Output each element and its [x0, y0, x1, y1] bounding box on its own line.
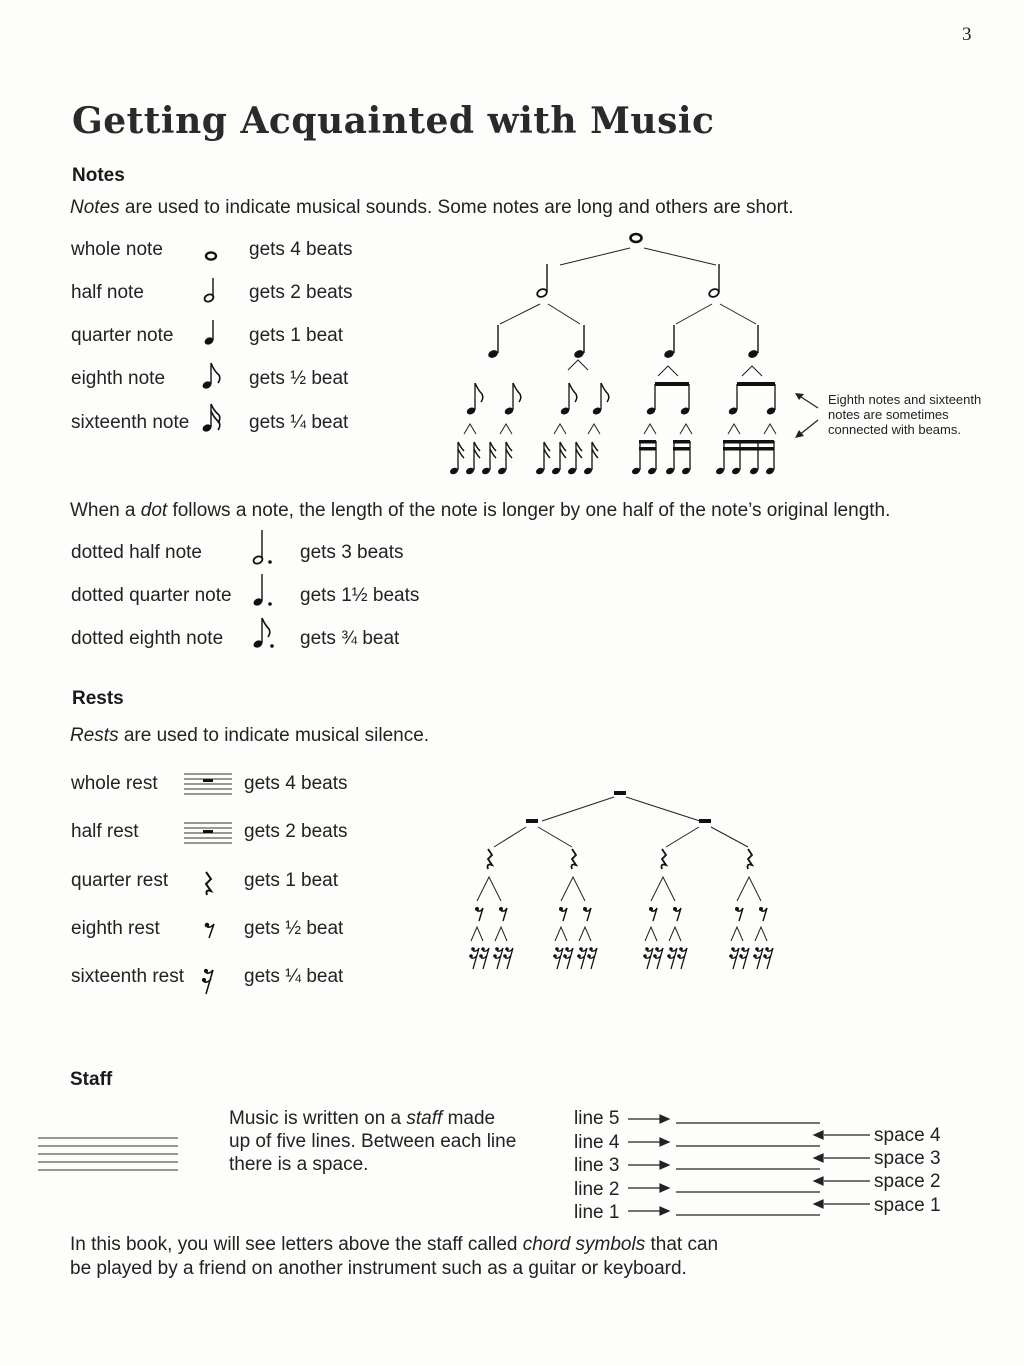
staff-space-2-label: space 2 — [874, 1171, 941, 1193]
note-beats-quarter: gets 1 beat — [249, 325, 344, 346]
staff-line-2-label: line 2 — [574, 1178, 620, 1200]
tree-beamed-sixteenth-notes-icon — [631, 440, 775, 475]
rest-label-whole: whole rest — [71, 773, 158, 794]
rest-label-sixteenth: sixteenth rest — [71, 966, 184, 987]
tree-quarter-note-icon — [487, 325, 499, 359]
chord-line2: be played by a friend on another instrument such as a guitar or keyboard. — [70, 1258, 687, 1279]
half-note-icon — [203, 278, 214, 303]
tree-eighth-rest-icon — [735, 907, 743, 921]
tree-eighth-rest-icon — [499, 907, 507, 921]
staff-space-4-label: space 4 — [874, 1125, 941, 1146]
staff-sample-icon — [38, 1134, 180, 1174]
staff-space-1-label: space 1 — [874, 1194, 941, 1216]
rest-beats-half: gets 2 beats — [244, 821, 348, 842]
tree-sixteenth-rest-icon — [503, 947, 513, 969]
tree-sixteenth-rest-icon — [469, 947, 479, 969]
eighth-note-icon — [201, 363, 219, 390]
tree-quarter-rest-icon — [572, 849, 577, 869]
staff-desc-em: staff — [406, 1108, 443, 1129]
notes-heading: Notes — [72, 165, 125, 186]
staff-line-4-label: line 4 — [574, 1131, 620, 1153]
rest-icons-column — [180, 768, 236, 1008]
staff-space-3-label: space 3 — [874, 1148, 941, 1170]
staff-desc-line2: up of five lines. Between each line — [229, 1131, 517, 1152]
staff-desc-b: made — [442, 1108, 496, 1129]
note-beats-whole: gets 4 beats — [249, 239, 353, 260]
chord-symbols-text — [70, 1233, 718, 1281]
rest-tree-diagram — [450, 785, 790, 985]
tree-whole-note-icon — [631, 234, 642, 242]
tree-eighth-rest-icon — [475, 907, 483, 921]
staff-desc-a: Music is written on a — [229, 1108, 407, 1129]
notes-intro-text: are used to indicate musical sounds. Some notes are long and others are short. — [119, 197, 794, 218]
tree-half-rest-icon — [526, 819, 538, 823]
notes-intro — [70, 197, 793, 219]
sixteenth-rest-icon — [202, 969, 213, 994]
note-label-whole: whole note — [71, 239, 163, 260]
space-arrows — [814, 1131, 870, 1208]
notes-intro-em: Notes — [70, 197, 120, 218]
chord-b: that can — [645, 1234, 719, 1255]
beam-note-text: Eighth notes and sixteenth notes are sometimes connected with beams. — [828, 392, 982, 437]
quarter-note-icon — [203, 320, 214, 346]
chord-a: In this book, you will see letters above the staff called — [70, 1234, 523, 1255]
dot-intro — [70, 500, 890, 522]
tree-sixteenth-notes-icon — [449, 442, 598, 475]
tree-half-note-icon — [708, 264, 720, 298]
staff-line-labels — [574, 1107, 619, 1225]
tree-eighth-rest-icon — [673, 907, 681, 921]
staff-space-labels — [874, 1124, 941, 1217]
rests-heading: Rests — [72, 688, 124, 709]
rest-label-eighth: eighth rest — [71, 918, 160, 939]
note-label-half: half note — [71, 282, 144, 303]
tree-eighth-rest-icon — [649, 907, 657, 921]
quarter-rest-icon — [206, 872, 211, 895]
tree-quarter-rest-icon — [748, 849, 753, 869]
arrow-up-left-icon — [795, 393, 818, 408]
note-beats-sixteenth: gets ¼ beat — [249, 412, 349, 433]
tree-sixteenth-rest-icon — [587, 947, 597, 969]
half-rest-icon — [184, 823, 232, 843]
staff-description — [229, 1107, 516, 1176]
tree-quarter-note-icon — [663, 325, 675, 359]
page-number: 3 — [962, 24, 972, 45]
tree-sixteenth-rest-icon — [479, 947, 489, 969]
tree-half-rest-icon — [699, 819, 711, 823]
rest-beats-whole: gets 4 beats — [244, 773, 348, 794]
rest-beats-sixteenth: gets ¼ beat — [244, 966, 344, 987]
staff-line-5-label: line 5 — [574, 1108, 620, 1129]
dotted-beats-eighth: gets ¾ beat — [300, 628, 400, 649]
tree-sixteenth-rest-icon — [753, 947, 763, 969]
note-beats-half: gets 2 beats — [249, 282, 353, 303]
staff-heading: Staff — [70, 1069, 113, 1090]
tree-sixteenth-rest-icon — [643, 947, 653, 969]
page-title: Getting Acquainted with Music — [72, 100, 715, 142]
rests-intro-em: Rests — [70, 725, 119, 746]
dotted-label-half: dotted half note — [71, 542, 202, 563]
staff-line-1-label: line 1 — [574, 1202, 620, 1223]
tree-sixteenth-rest-icon — [667, 947, 677, 969]
tree-sixteenth-rest-icon — [729, 947, 739, 969]
rest-beats-eighth: gets ½ beat — [244, 918, 344, 939]
chord-em: chord symbols — [522, 1234, 646, 1255]
staff-line-3-label: line 3 — [574, 1155, 620, 1176]
dotted-quarter-note-icon — [252, 574, 271, 607]
dot-intro-b: follows a note, the length of the note is longer by one half of the note’s original length. — [167, 500, 891, 521]
note-label-sixteenth: sixteenth note — [71, 412, 190, 433]
rest-label-half: half rest — [71, 821, 139, 842]
whole-note-icon — [206, 252, 216, 259]
tree-eighth-rest-icon — [559, 907, 567, 921]
rest-beats-quarter: gets 1 beat — [244, 870, 339, 891]
chord-line1 — [70, 1233, 718, 1257]
tree-sixteenth-rest-icon — [677, 947, 687, 969]
arrow-down-left-icon — [795, 420, 818, 438]
dotted-beats-quarter: gets 1½ beats — [300, 585, 420, 606]
dotted-label-quarter: dotted quarter note — [71, 585, 232, 606]
staff-labeled-diagram — [626, 1106, 876, 1226]
tree-sixteenth-rest-icon — [653, 947, 663, 969]
tree-sixteenth-rest-icon — [493, 947, 503, 969]
tree-sixteenth-rest-icon — [553, 947, 563, 969]
tree-sixteenth-rest-icon — [739, 947, 749, 969]
tree-sixteenth-rest-icon — [563, 947, 573, 969]
tree-quarter-note-icon — [747, 325, 759, 359]
eighth-rest-icon — [205, 923, 214, 938]
tree-whole-rest-icon — [614, 791, 626, 795]
note-icons-column — [196, 236, 232, 446]
tree-beamed-eighth-notes-icon — [646, 382, 777, 416]
beam-note-arrows — [792, 390, 826, 442]
rest-label-quarter: quarter rest — [71, 870, 169, 891]
rests-intro — [70, 725, 429, 747]
note-beats-eighth: gets ½ beat — [249, 368, 349, 389]
tree-sixteenth-rest-icon — [577, 947, 587, 969]
dot-intro-em: dot — [140, 500, 168, 521]
note-label-quarter: quarter note — [71, 325, 174, 346]
dotted-eighth-note-icon — [252, 618, 273, 649]
note-label-eighth: eighth note — [71, 368, 166, 389]
tree-eighth-rest-icon — [583, 907, 591, 921]
tree-quarter-rest-icon — [488, 849, 493, 869]
sixteenth-note-icon — [201, 404, 219, 433]
staff-desc-line1 — [229, 1107, 516, 1130]
tree-eighth-rest-icon — [759, 907, 767, 921]
dotted-half-note-icon — [252, 530, 271, 565]
dot-intro-a: When a — [70, 500, 141, 521]
tree-sixteenth-rest-icon — [763, 947, 773, 969]
tree-quarter-rest-icon — [662, 849, 667, 869]
rests-intro-text: are used to indicate musical silence. — [118, 725, 430, 746]
whole-rest-icon — [184, 774, 232, 794]
dotted-label-eighth: dotted eighth note — [71, 628, 224, 649]
tree-quarter-note-icon — [573, 325, 585, 359]
dotted-beats-half: gets 3 beats — [300, 542, 404, 563]
tree-eighth-notes-icon — [466, 383, 609, 416]
line-arrows — [628, 1115, 669, 1215]
note-tree-diagram — [440, 228, 800, 478]
staff-desc-line3: there is a space. — [229, 1154, 369, 1175]
dotted-note-icons-column — [248, 526, 288, 656]
tree-half-note-icon — [536, 264, 548, 298]
